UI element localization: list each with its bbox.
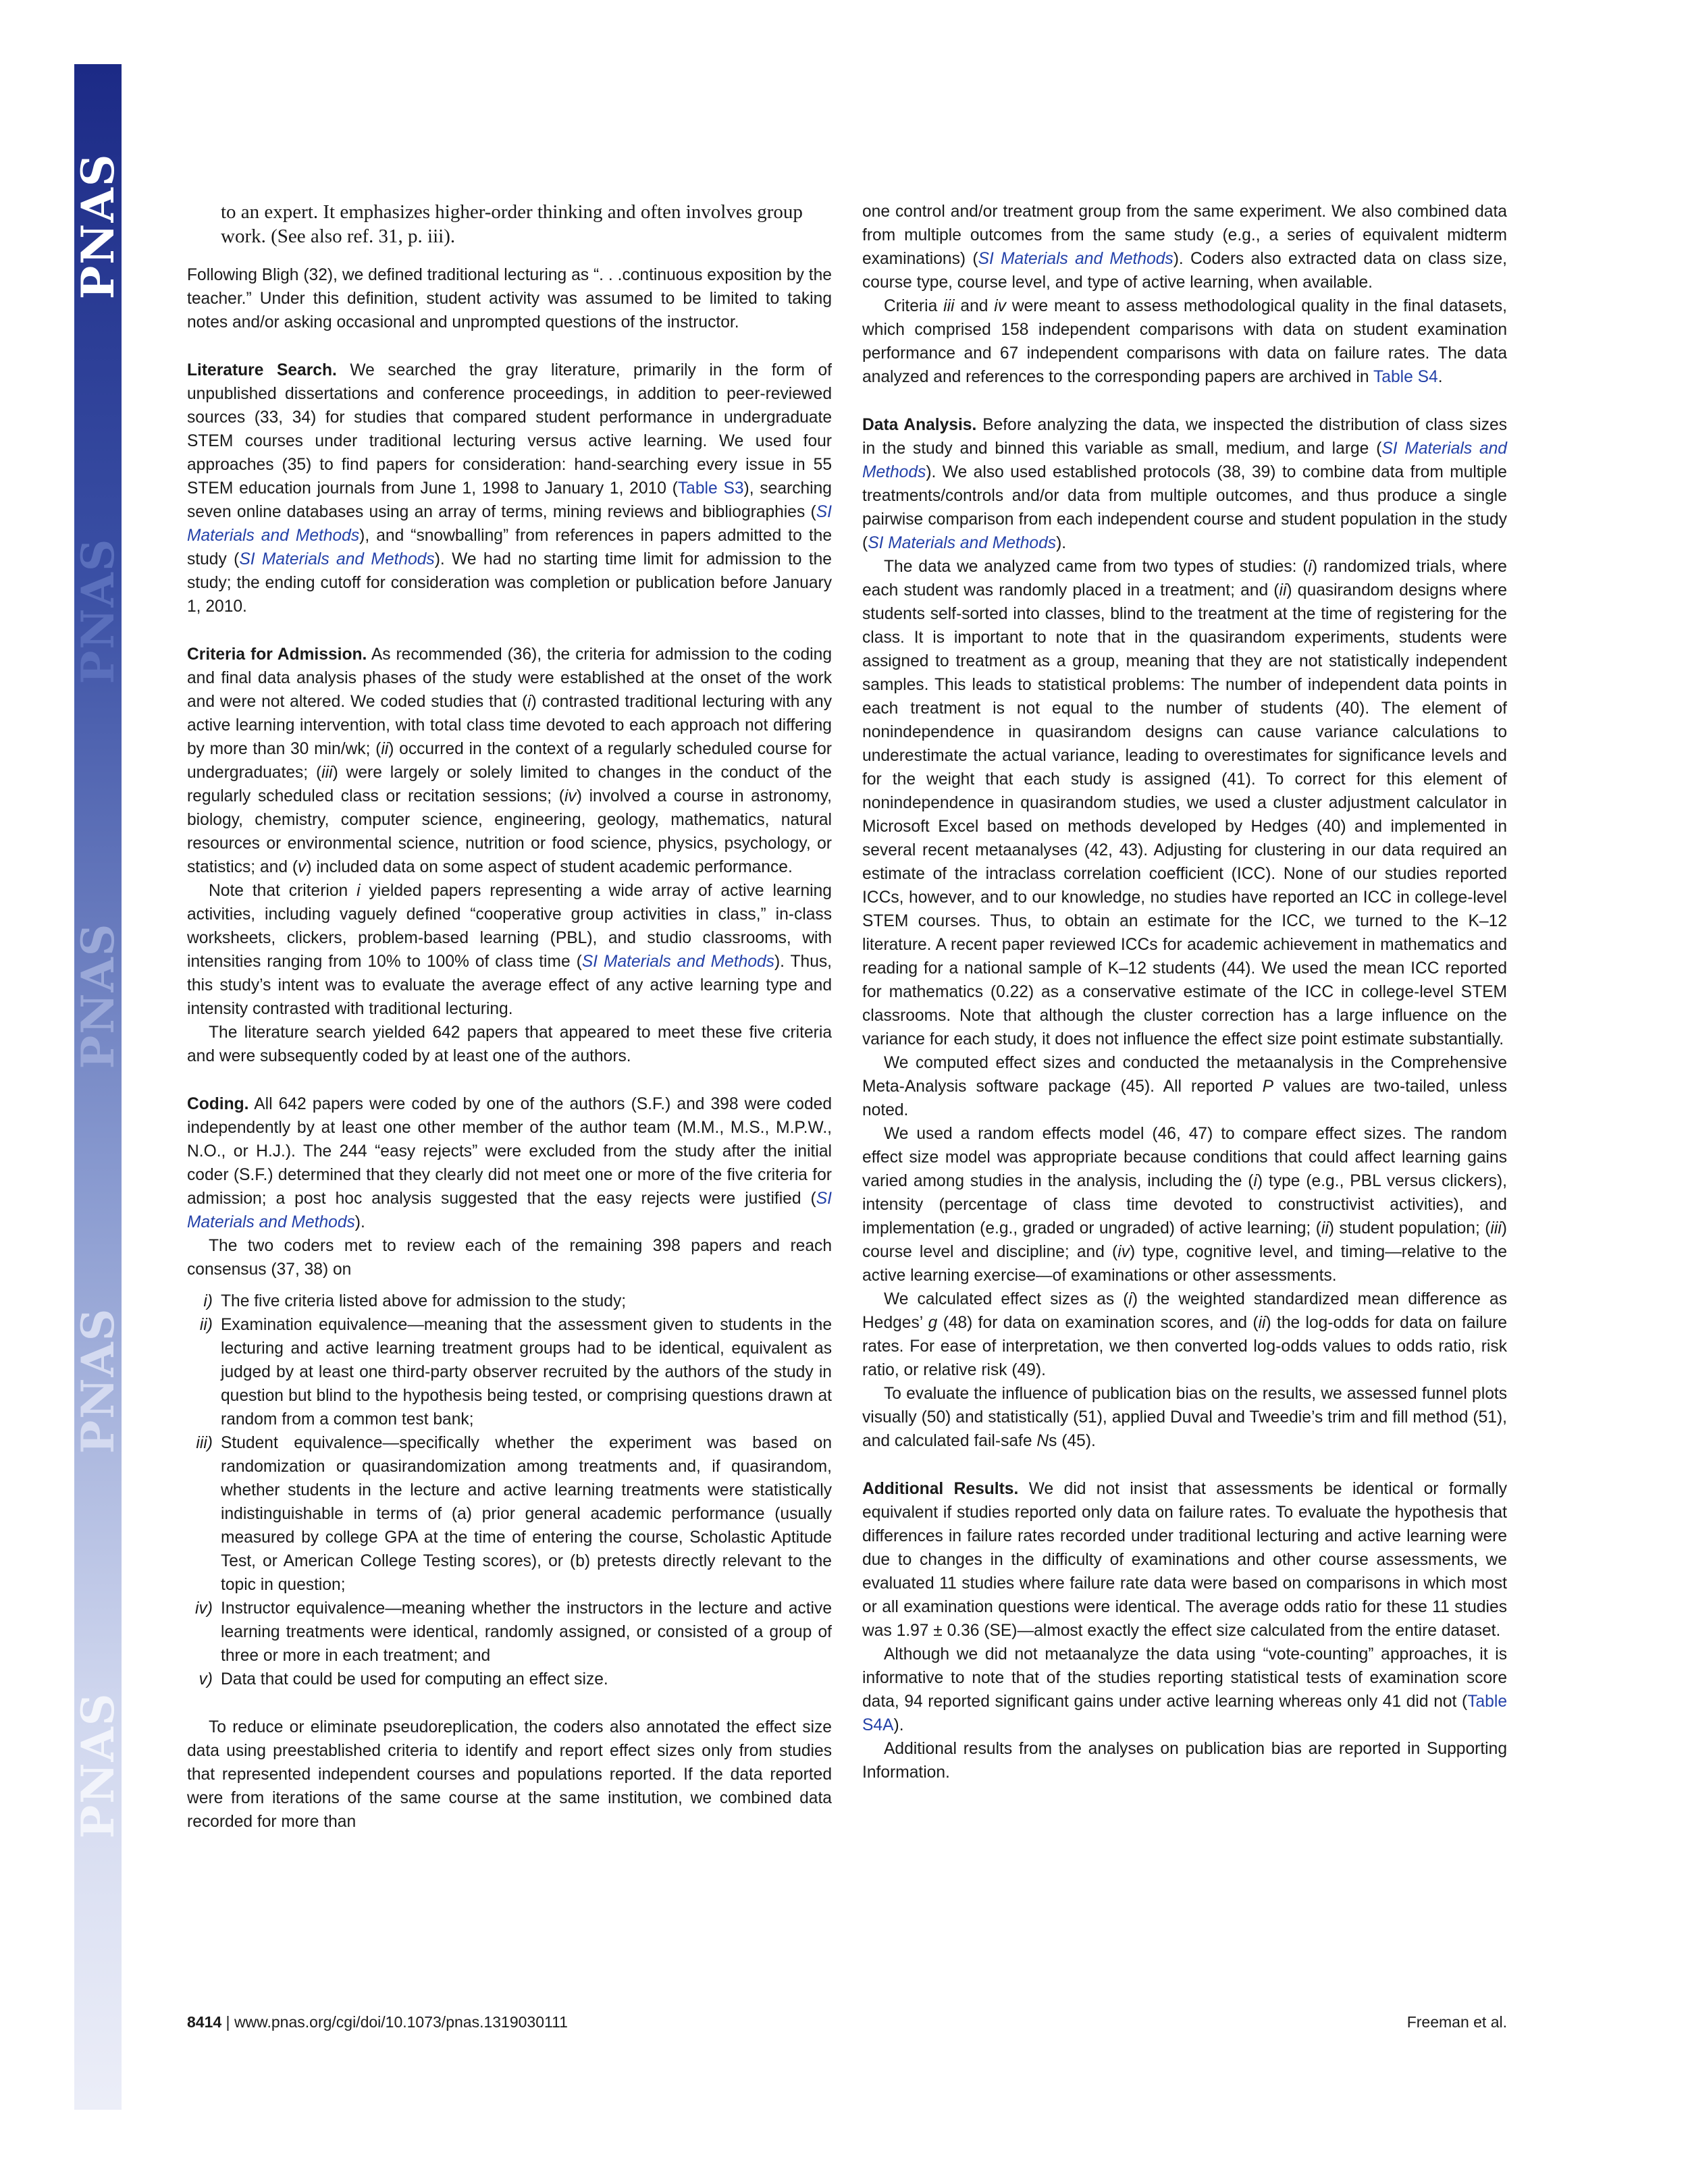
link-si-materials[interactable]: SI Materials and Methods <box>581 953 774 971</box>
right-column <box>862 200 1507 1784</box>
paragraph-study-types <box>862 555 1507 1051</box>
link-si-materials[interactable]: SI Materials and Methods <box>187 503 832 545</box>
italic-run: iv <box>1117 1243 1130 1261</box>
italic-run: i <box>357 882 361 900</box>
italic-run: iv <box>564 787 577 805</box>
footer-authors: Freeman et al. <box>1406 2013 1507 2031</box>
italic-run: v <box>298 858 307 876</box>
list-number: iii) <box>196 1434 213 1452</box>
text-run: ). We also used established protocols (38, 39) to combine data from multiple treatments/controls and/or data from multiple outcomes, and thus produce a single pairwise comparison from each independent course and student population in the study ( <box>862 463 1507 552</box>
paragraph-random-effects <box>862 1122 1507 1287</box>
pnas-logo: PNAS <box>72 537 124 685</box>
link-table-s4a[interactable]: Table S4A <box>862 1693 1507 1734</box>
text-run: ). <box>893 1716 904 1734</box>
section-criteria-for-admission <box>187 643 832 879</box>
text-run: s (45). <box>1049 1432 1096 1450</box>
list-item <box>187 1668 832 1691</box>
text-run: ) randomized trials, where each student was randomly placed in a treatment; and ( <box>862 558 1507 600</box>
italic-run: g <box>928 1314 938 1332</box>
link-si-materials[interactable]: SI Materials and Methods <box>868 534 1057 552</box>
italic-run: N <box>1036 1432 1049 1450</box>
section-heading: Data Analysis. <box>862 416 977 434</box>
italic-run: P <box>1262 1077 1274 1096</box>
footer-separator: | <box>221 2013 234 2031</box>
italic-run: ii <box>1321 1219 1329 1237</box>
italic-run: i <box>527 693 531 711</box>
text-run: ) the log-odds for data on failure rates. For ease of interpretation, we then converted log-odds values to odds ratio, risk ratio, or relative risk (49). <box>862 1314 1508 1379</box>
text-run: ). We had no starting time limit for admission to the study; the ending cutoff for consideration was completion or publication before January 1, 2010. <box>187 550 832 616</box>
list-text: Examination equivalence—meaning that the assessment given to students in the lecturing and active learning treatment groups had to be identical, equivalent as judged by at least one third-party observer recruited by the authors of the study in question but blind to the hypothesis being tested, or comprising questions drawn at random from a common test bank; <box>221 1316 832 1429</box>
text-run: ) included data on some aspect of student academic performance. <box>306 858 793 876</box>
text-run: (48) for data on examination scores, and ( <box>937 1314 1259 1332</box>
paragraph-search-yield: The literature search yielded 642 papers that appeared to meet these five criteria and were subsequently coded by at least one of the authors. <box>187 1023 832 1065</box>
list-text: Student equivalence—specifically whether the experiment was based on randomization or quasirandomization among treatments and, if quasirandom, whether students in the lecture and active learning treatments were statistically indistinguishable in terms of (a) prior general academic performance (usually measured by college GPA at the time of entering the course, Scholastic Aptitude Test, or American College Testing scores), or (b) pretests directly relevant to the topic in question; <box>221 1434 832 1594</box>
text-run: ) course level and discipline; and ( <box>862 1219 1507 1261</box>
page-number: 8414 <box>187 2013 222 2031</box>
pnas-logo: PNAS <box>72 922 124 1069</box>
text-run: Criteria <box>884 297 944 315</box>
paragraph-computed <box>862 1051 1507 1122</box>
italic-run: iii <box>321 764 333 782</box>
italic-run: iii <box>1490 1219 1502 1237</box>
link-si-materials[interactable]: SI Materials and Methods <box>862 440 1507 481</box>
pnas-logo: PNAS <box>72 1307 124 1454</box>
text-run: ), searching seven online databases using an array of terms, mining reviews and bibliographies ( <box>187 479 832 521</box>
list-item <box>187 1431 832 1597</box>
text-run: ). <box>1056 534 1067 552</box>
paragraph-criterion-note <box>187 879 832 1021</box>
section-additional-results <box>862 1477 1507 1643</box>
list-number: i) <box>203 1292 213 1310</box>
list-item <box>187 1289 832 1313</box>
paragraph-vote-counting <box>862 1643 1507 1737</box>
paragraph-lecturing-definition: Following Bligh (32), we defined traditional lecturing as “. . .continuous exposition by the teacher.” Under this definition, student activity was assumed to be limited to taking notes and/or asking occasional and unprompted questions of the instructor. <box>187 266 832 331</box>
text-run: . <box>1438 368 1443 386</box>
list-number: iv) <box>195 1599 213 1618</box>
paragraph-final: Additional results from the analyses on publication bias are reported in Supporting Information. <box>862 1740 1507 1782</box>
doi-link[interactable]: www.pnas.org/cgi/doi/10.1073/pnas.1319030111 <box>234 2013 568 2031</box>
text-run: ), and “snowballing” from references in papers admitted to the study ( <box>187 527 833 568</box>
text-run: ). Thus, this study’s intent was to evaluate the average effect of any active learning type and intensity contrasted with traditional lecturing. <box>187 953 833 1018</box>
link-si-materials[interactable]: SI Materials and Methods <box>239 550 435 568</box>
italic-run: ii <box>1258 1314 1266 1332</box>
paragraph-effect-sizes <box>862 1287 1507 1382</box>
section-coding <box>187 1092 832 1234</box>
paragraph-pseudoreplication: To reduce or eliminate pseudoreplication, the coders also annotated the effect size data using preestablished criteria to identify and report effect sizes only from studies that represented independent courses and populations reported. If the data reported were from iterations of the same course at the same institution, we combined data recorded for more than <box>187 1718 832 1831</box>
list-item <box>187 1597 832 1668</box>
text-run: As recommended (36), the criteria for admission to the coding and final data analysis phases of the study were established at the onset of the work and were not altered. We coded studies that ( <box>187 645 833 711</box>
text-run: ) the weighted standardized mean difference as Hedges’ <box>862 1290 1507 1332</box>
italic-run: ii <box>381 740 389 758</box>
text-run: The data we analyzed came from two types of studies: ( <box>884 558 1309 576</box>
text-run: We used a random effects model (46, 47) to compare effect sizes. The random effect size model was appropriate because conditions that could affect learning gains varied among studies in the analysis, including the ( <box>862 1125 1507 1190</box>
list-number: ii) <box>199 1316 213 1334</box>
text-run: ) quasirandom designs where students self-sorted into classes, blind to the treatment at the time of registering for the class. It is important to note that in the quasirandom experiments, students were assigned to treatment as a group, meaning that they are not statistically independent samples. This leads to statistical problems: The number of independent data points in each treatment is not equal to the number of students (40). The element of nonindependence in quasirandom designs can cause variance calculations to underestimate the actual variance, leading to overestimates for significance levels and for the weight that each study is assigned (41). To correct for this element of nonindependence in quasirandom studies, we used a cluster adjustment calculator in Microsoft Excel based on methods developed by Hedges (40) and implemented in several recent metaanalyses (42, 43). Adjusting for clustering in our data required an estimate of the intraclass correlation coefficient (ICC). None of our studies reported ICCs, however, and to our knowledge, no studies have reported an ICC in college-level STEM courses. Thus, to obtain an estimate for the ICC, we turned to the K–12 literature. A recent paper reviewed ICCs for academic achievement in mathematics and reading for a national sample of K–12 students (44). We used the mean ICC reported for mathematics (0.22) as a conservative estimate of the ICC in college-level STEM classrooms. Note that although the cluster correction has a large influence on the variance for each study, it does not influence the effect size point estimate substantially. <box>862 581 1507 1048</box>
criteria-list <box>187 1289 832 1691</box>
text-run: were meant to assess methodological quality in the final datasets, which comprised 158 independent comparisons with data on student examination performance and 67 independent comparisons with data on failure rates. The data analyzed and references to the corresponding papers are archived in <box>862 297 1507 386</box>
section-heading: Criteria for Admission. <box>187 645 367 664</box>
text-run: values are two-tailed, unless noted. <box>862 1077 1507 1119</box>
paragraph-continuation <box>862 200 1507 294</box>
text-run: Before analyzing the data, we inspected the distribution of class sizes in the study and binned this variable as small, medium, and large ( <box>862 416 1507 458</box>
journal-sidebar <box>74 64 122 2110</box>
italic-run: iv <box>994 297 1007 315</box>
text-run: We calculated effect sizes as ( <box>884 1290 1129 1308</box>
section-heading: Coding. <box>187 1095 249 1113</box>
text-run: All 642 papers were coded by one of the authors (S.F.) and 398 were coded independently by at least one other member of the author team (M.M., M.S., M.P.W., N.O., or H.J.). The 244 “easy rejects” were excluded from the study after the initial coder (S.F.) determined that they clearly did not meet one or more of the five criteria for admission; a post hoc analysis suggested that the easy rejects were justified ( <box>187 1095 832 1208</box>
link-si-materials[interactable]: SI Materials and Methods <box>187 1190 832 1231</box>
text-run: ) student population; ( <box>1328 1219 1491 1237</box>
text-run: To evaluate the influence of publication bias on the results, we assessed funnel plots visually (50) and statistically (51), applied Duval and Tweedie’s trim and fill method (51), and calculated fail-safe <box>862 1385 1507 1450</box>
link-table-s3[interactable]: Table S3 <box>677 479 744 498</box>
italic-run: i <box>1308 558 1312 576</box>
text-run: ) type (e.g., PBL versus clickers), intensity (percentage of class time devoted to constructivist activities), and implementation (e.g., graded or ungraded) of active learning; ( <box>862 1172 1507 1237</box>
text-run: We computed effect sizes and conducted the metaanalysis in the Comprehensive Meta-Analysis software package (45). All reported <box>862 1054 1507 1096</box>
text-run: We did not insist that assessments be identical or formally equivalent if studies reported only data on failure rates. To evaluate the hypothesis that differences in failure rates recorded under traditional lecturing and active learning were due to changes in the difficulty of examinations and other course assessments, we evaluated 11 studies where failure rate data were based on comparisons in which most or all examination questions were identical. The average odds ratio for these 11 studies was 1.97 ± 0.36 (SE)—almost exactly the effect size calculated from the entire dataset. <box>862 1480 1507 1640</box>
italic-run: i <box>1128 1290 1132 1308</box>
italic-run: i <box>1253 1172 1257 1190</box>
text-run: yielded papers representing a wide array of active learning activities, including vaguely defined “cooperative group activities in class,” in-class worksheets, clickers, problem-based learning (PBL), and studio classrooms, with intensities ranging from 10% to 100% of class time ( <box>187 882 832 971</box>
text-run: ) were largely or solely limited to changes in the conduct of the regularly scheduled class or recitation sessions; ( <box>187 764 832 805</box>
list-number: v) <box>199 1670 213 1688</box>
text-run: ). <box>354 1213 365 1231</box>
text-run: ) type, cognitive level, and timing—relative to the active learning exercise—of examinations or other assessments. <box>862 1243 1507 1285</box>
text-run: and <box>954 297 995 315</box>
block-quote: to an expert. It emphasizes higher-order thinking and often involves group work. (See also ref. 31, p. iii). <box>221 201 803 247</box>
text-run: We searched the gray literature, primarily in the form of unpublished dissertations and conference proceedings, in addition to peer-reviewed sources (33, 34) for studies that compared student performance in undergraduate STEM courses under traditional lecturing versus active learning. We used four approaches (35) to find papers for consideration: hand-searching every issue in 55 STEM education journals from June 1, 1998 to January 1, 2010 ( <box>187 361 832 498</box>
left-column <box>187 200 832 1834</box>
pnas-logo: PNAS <box>72 153 124 300</box>
page-footer <box>187 2012 568 2032</box>
italic-run: ii <box>1279 581 1287 600</box>
paragraph-coders: The two coders met to review each of the remaining 398 papers and reach consensus (37, 38) on <box>187 1237 832 1279</box>
text-run: one control and/or treatment group from the same experiment. We also combined data from multiple outcomes from the same study (e.g., a series of equivalent midterm examinations) ( <box>862 203 1507 268</box>
pnas-logo: PNAS <box>72 1692 124 1839</box>
section-data-analysis <box>862 413 1507 555</box>
italic-run: iii <box>943 297 955 315</box>
section-heading: Additional Results. <box>862 1480 1019 1498</box>
text-run: Although we did not metaanalyze the data using “vote-counting” approaches, it is informative to note that of the studies reporting statistical tests of examination score data, 94 reported significant gains under active learning whereas only 41 did not ( <box>862 1645 1507 1711</box>
list-text: The five criteria listed above for admission to the study; <box>221 1292 627 1310</box>
list-item <box>187 1313 832 1431</box>
text-run: Note that criterion <box>209 882 357 900</box>
section-heading: Literature Search. <box>187 361 337 379</box>
text-run: ) contrasted traditional lecturing with any active learning intervention, with total class time devoted to each approach not differing by more than 30 min/wk; ( <box>187 693 832 758</box>
paragraph-publication-bias <box>862 1382 1507 1453</box>
link-si-materials[interactable]: SI Materials and Methods <box>978 250 1173 268</box>
list-text: Instructor equivalence—meaning whether the instructors in the lecture and active learning treatments were identical, randomly assigned, or consisted of a group of three or more in each treatment; and <box>221 1599 832 1665</box>
section-literature-search <box>187 358 832 618</box>
text-run: ) involved a course in astronomy, biology, chemistry, computer science, engineering, geology, mathematics, natural resources or environmental science, nutrition or food science, physics, psychology, or statistics; and ( <box>187 787 832 876</box>
link-table-s4[interactable]: Table S4 <box>1373 368 1438 386</box>
paragraph-criteria-quality <box>862 294 1507 389</box>
text-run: ). Coders also extracted data on class size, course type, course level, and type of active learning, when available. <box>862 250 1507 292</box>
text-run: ) occurred in the context of a regularly scheduled course for undergraduates; ( <box>187 740 833 782</box>
sidebar-logo-strip <box>74 64 122 2110</box>
list-text: Data that could be used for computing an effect size. <box>221 1670 608 1688</box>
